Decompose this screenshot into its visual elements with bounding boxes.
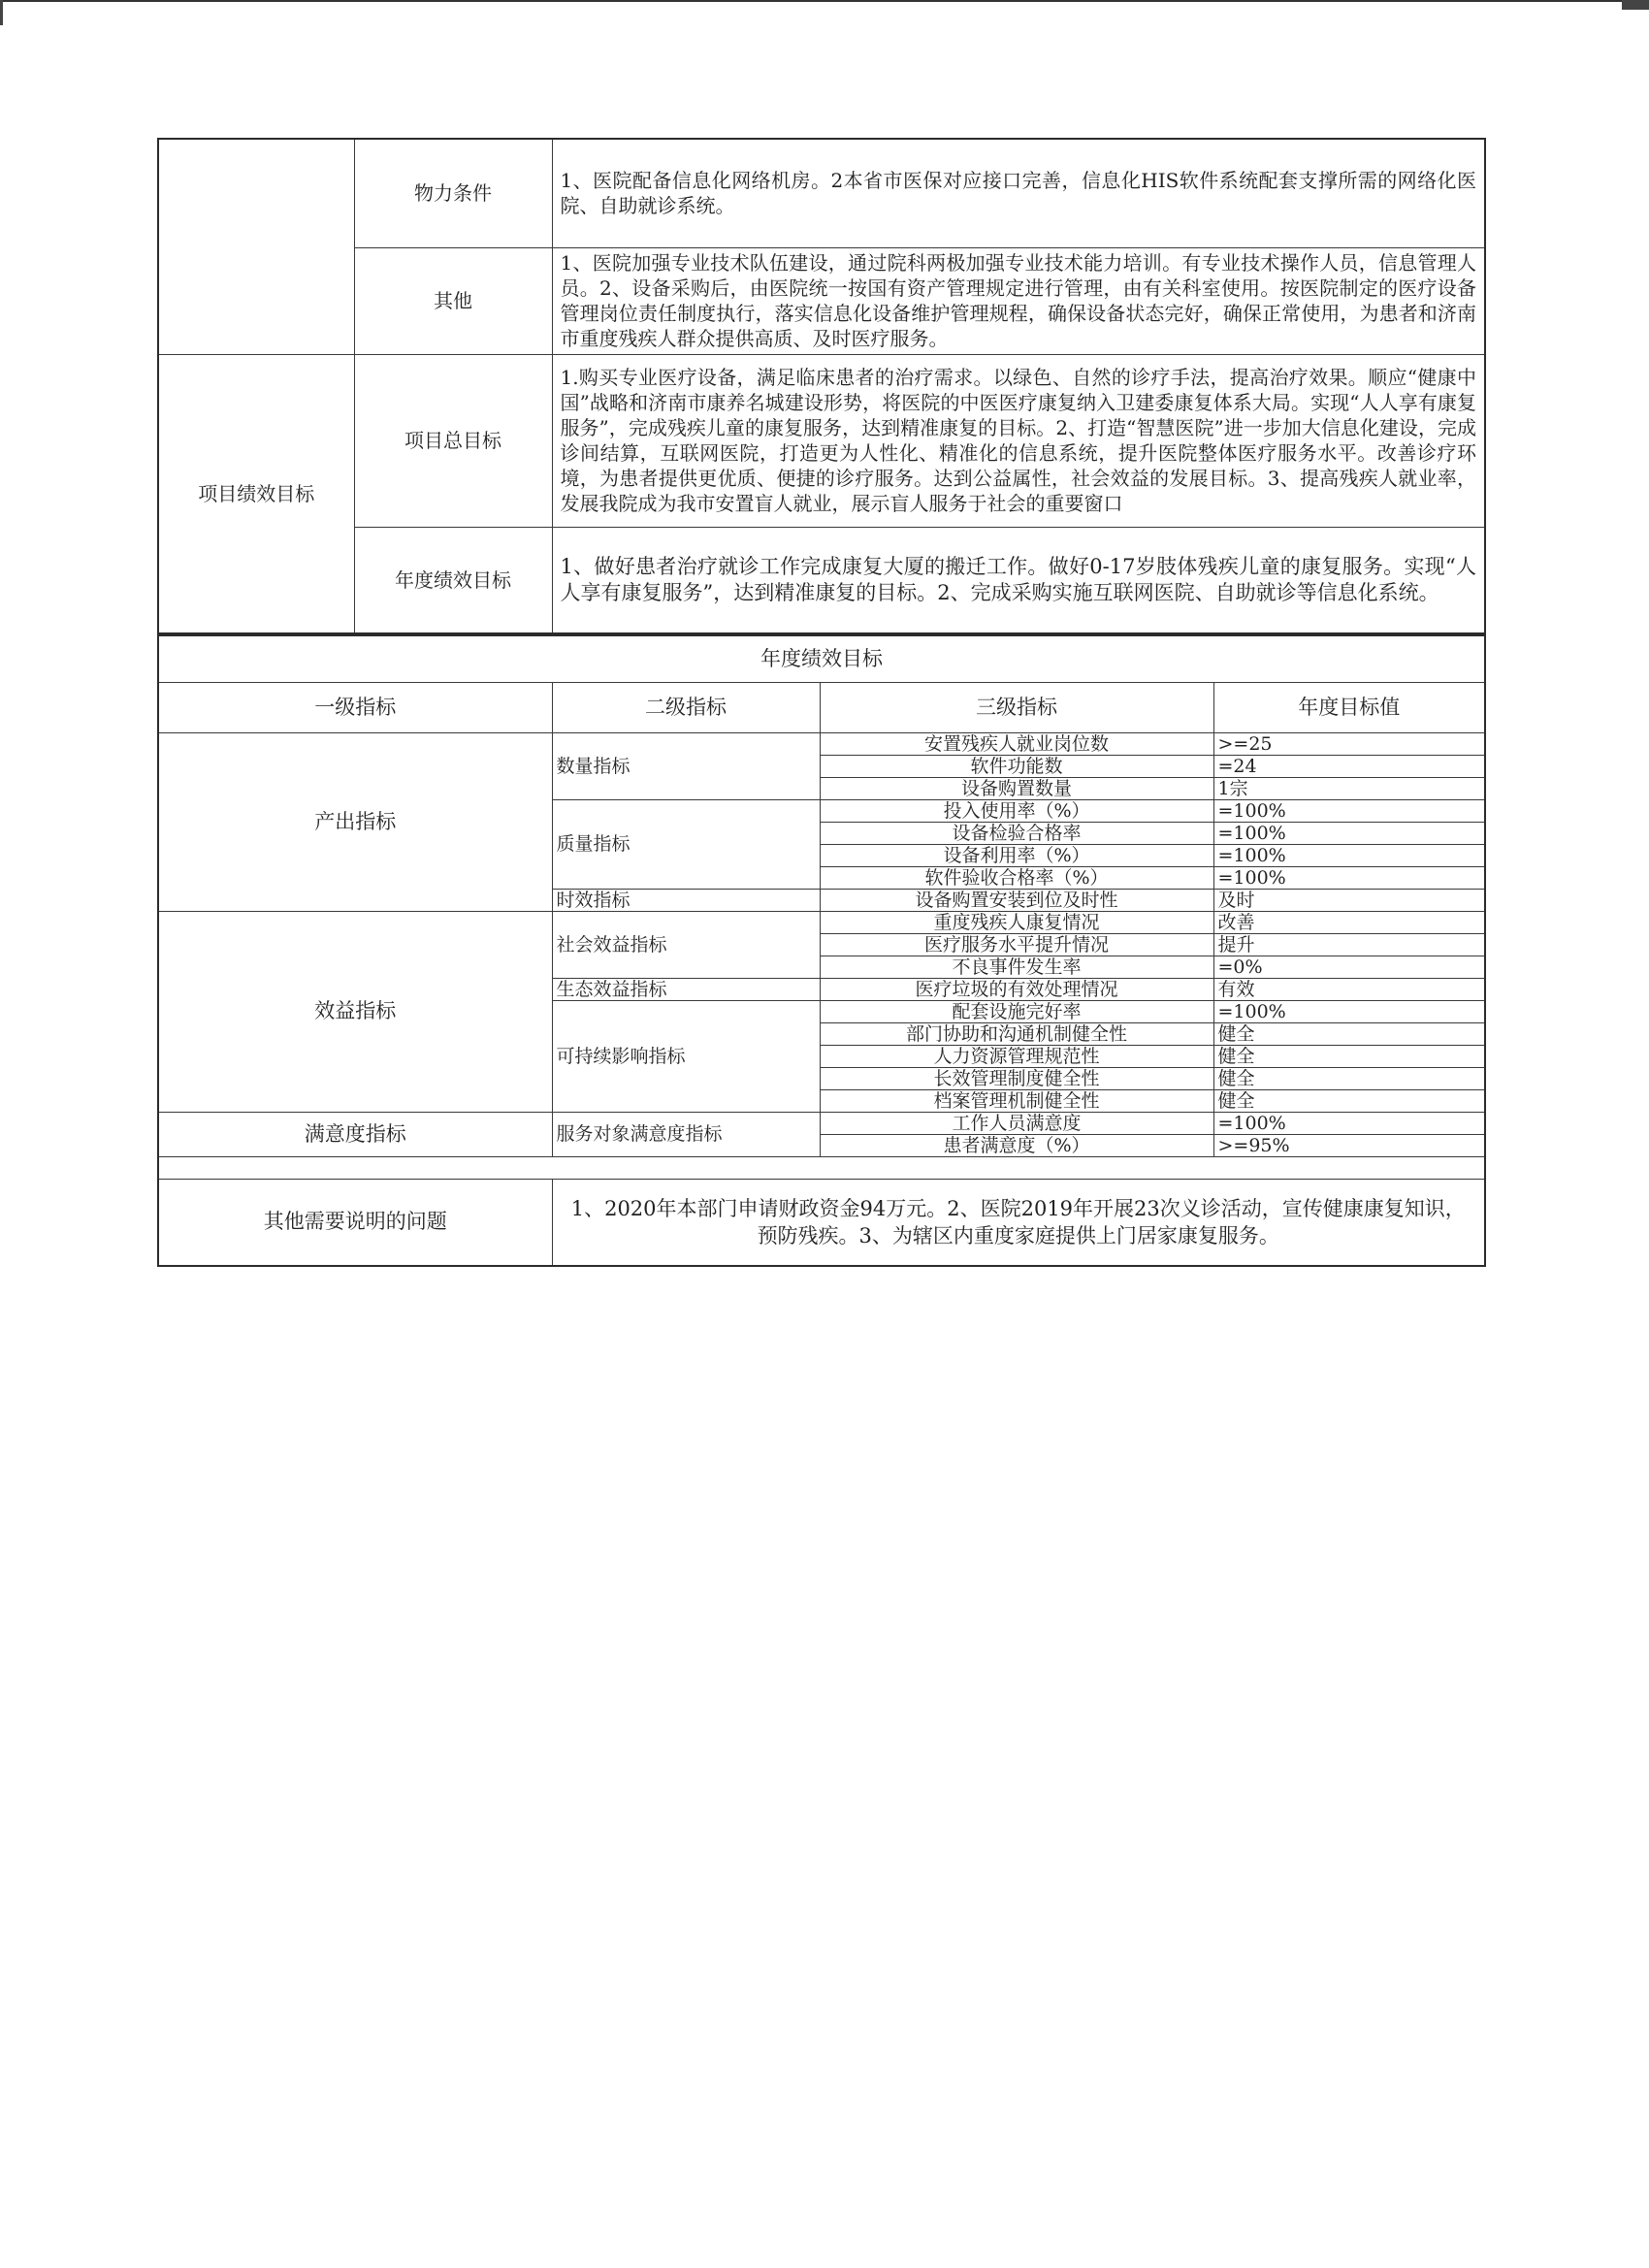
scan-edge-mark — [0, 0, 3, 25]
goal-group-label: 项目绩效目标 — [158, 354, 354, 633]
level3-cell: 软件验收合格率（%） — [820, 866, 1213, 889]
level1-cell: 满意度指标 — [158, 1112, 552, 1156]
target-value: =100% — [1213, 1112, 1485, 1134]
table-row — [158, 354, 1485, 527]
level2-cell: 时效指标 — [552, 889, 820, 911]
level3-cell: 人力资源管理规范性 — [820, 1045, 1213, 1067]
level1-cell: 效益指标 — [158, 911, 552, 1112]
level2-cell: 数量指标 — [552, 732, 820, 799]
level3-cell: 重度残疾人康复情况 — [820, 911, 1213, 933]
table-row — [158, 1112, 1485, 1134]
target-value: =100% — [1213, 822, 1485, 844]
table-row — [158, 635, 1485, 682]
header-target: 年度目标值 — [1213, 682, 1485, 732]
goal-content: 1、做好患者治疗就诊工作完成康复大厦的搬迁工作。做好0-17岁肢体残疾儿童的康复服务。实现“人人享有康复服务”，达到精准康复的目标。2、完成采购实施互联网医院、自助就诊等信息化系统。 — [552, 527, 1485, 633]
target-value: 健全 — [1213, 1022, 1485, 1045]
table-row — [158, 732, 1485, 755]
level3-cell: 部门协助和沟通机制健全性 — [820, 1022, 1213, 1045]
target-value: 有效 — [1213, 978, 1485, 1000]
target-value: 提升 — [1213, 933, 1485, 956]
level1-cell: 产出指标 — [158, 732, 552, 911]
header-row — [158, 682, 1485, 732]
target-value: =0% — [1213, 956, 1485, 978]
level2-cell: 可持续影响指标 — [552, 1000, 820, 1112]
target-value: =100% — [1213, 1000, 1485, 1022]
target-value: >=25 — [1213, 732, 1485, 755]
target-value: >=95% — [1213, 1134, 1485, 1156]
other-content: 1、2020年本部门申请财政资金94万元。2、医院2019年开展23次义诊活动，宣传健康康复知识，预防残疾。3、为辖区内重度家庭提供上门居家康复服务。 — [552, 1179, 1485, 1266]
level3-cell: 不良事件发生率 — [820, 956, 1213, 978]
level3-cell: 配套设施完好率 — [820, 1000, 1213, 1022]
header-level1: 一级指标 — [158, 682, 552, 732]
target-value: 改善 — [1213, 911, 1485, 933]
level2-cell: 服务对象满意度指标 — [552, 1112, 820, 1156]
row-label: 其他 — [354, 247, 552, 354]
level3-cell: 设备利用率（%） — [820, 844, 1213, 866]
project-info-table — [157, 138, 1486, 634]
level3-cell: 医疗垃圾的有效处理情况 — [820, 978, 1213, 1000]
target-value: 1宗 — [1213, 777, 1485, 799]
target-value: =100% — [1213, 799, 1485, 822]
table-row — [158, 527, 1485, 633]
row-label: 物力条件 — [354, 139, 552, 247]
spacer-cell — [158, 1156, 1485, 1179]
level3-cell: 软件功能数 — [820, 755, 1213, 777]
table-row — [158, 1179, 1485, 1266]
goal-content: 1.购买专业医疗设备，满足临床患者的治疗需求。以绿色、自然的诊疗手法，提高治疗效果。顺应“健康中国”战略和济南市康养名城建设形势，将医院的中医医疗康复纳入卫建委康复体系大局。实现“人人享有康复服务”，完成残疾儿童的康复服务，达到精准康复的目标。2、打造“智慧医院”进一步加大信息化建设，完成诊间结算，互联网医院，打造更为人性化、精准化的信息系统，提升医院整体医疗服务水平。改善诊疗环境，为患者提供更优质、便捷的诊疗服务。达到公益属性，社会效益的发展目标。3、提高残疾人就业率，发展我院成为我市安置盲人就业，展示盲人服务于社会的重要窗口 — [552, 354, 1485, 527]
level2-cell: 质量指标 — [552, 799, 820, 889]
target-value: 健全 — [1213, 1067, 1485, 1089]
annual-title: 年度绩效目标 — [158, 635, 1485, 682]
scan-corner-mark — [1622, 0, 1649, 10]
target-value: 健全 — [1213, 1089, 1485, 1112]
level2-cell: 生态效益指标 — [552, 978, 820, 1000]
target-value: 及时 — [1213, 889, 1485, 911]
target-value: 健全 — [1213, 1045, 1485, 1067]
level3-cell: 长效管理制度健全性 — [820, 1067, 1213, 1089]
table-row — [158, 139, 1485, 247]
spacer-row — [158, 1156, 1485, 1179]
target-value: =24 — [1213, 755, 1485, 777]
target-value: =100% — [1213, 866, 1485, 889]
goal-label: 项目总目标 — [354, 354, 552, 527]
goal-label: 年度绩效目标 — [354, 527, 552, 633]
header-level3: 三级指标 — [820, 682, 1213, 732]
level3-cell: 设备检验合格率 — [820, 822, 1213, 844]
level3-cell: 安置残疾人就业岗位数 — [820, 732, 1213, 755]
row-content: 1、医院加强专业技术队伍建设，通过院科两极加强专业技术能力培训。有专业技术操作人员，信息管理人员。2、设备采购后，由医院统一按国有资产管理规定进行管理，由有关科室使用。按医院制定的医疗设备管理岗位责任制度执行，落实信息化设备维护管理规程，确保设备状态完好，确保正常使用，为患者和济南市重度残疾人群众提供高质、及时医疗服务。 — [552, 247, 1485, 354]
level3-cell: 设备购置安装到位及时性 — [820, 889, 1213, 911]
level3-cell: 医疗服务水平提升情况 — [820, 933, 1213, 956]
level3-cell: 档案管理机制健全性 — [820, 1089, 1213, 1112]
empty-group-cell — [158, 139, 354, 354]
row-content: 1、医院配备信息化网络机房。2本省市医保对应接口完善，信息化HIS软件系统配套支撑所需的网络化医院、自助就诊系统。 — [552, 139, 1485, 247]
level3-cell: 设备购置数量 — [820, 777, 1213, 799]
table-row — [158, 247, 1485, 354]
level3-cell: 工作人员满意度 — [820, 1112, 1213, 1134]
level2-cell: 社会效益指标 — [552, 911, 820, 978]
level3-cell: 投入使用率（%） — [820, 799, 1213, 822]
level3-cell: 患者满意度（%） — [820, 1134, 1213, 1156]
annual-targets-table — [157, 634, 1486, 1267]
header-level2: 二级指标 — [552, 682, 820, 732]
table-row — [158, 911, 1485, 933]
scan-edge-line — [0, 0, 1649, 2]
target-value: =100% — [1213, 844, 1485, 866]
other-label: 其他需要说明的问题 — [158, 1179, 552, 1266]
